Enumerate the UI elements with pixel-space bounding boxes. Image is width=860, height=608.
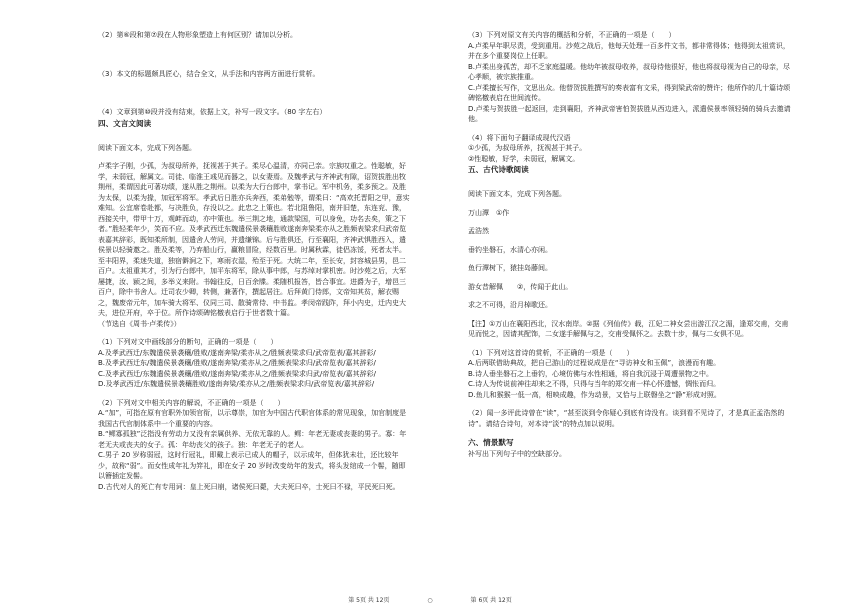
option-a: A.“加”，可指在原有官职外加领官衔，以示尊崇，加官为中国古代职官体系的常见现象，加官制度是我国古代官制体系中一个重要的内容。 (98, 409, 407, 428)
poem-question-1: （1）下列对这首诗的赏析，不正确的一项是（ ） (468, 348, 634, 357)
option-a: A.及孝武西迁/东魏遣侯景袭穰/胜败/遂南奔梁/柔亦从之/胜频表梁求归/武帝览表/嘉其辞彩/ (98, 348, 376, 357)
option-a: A.后两联借助典故，把自己游山的过程说成是在“寻访神女和玉佩”，浪漫而有趣。 (468, 359, 721, 368)
poem-line: 垂钓坐磐石，水清心亦闲。 (468, 245, 552, 254)
option-a: A.卢柔早年职尽责，受到重用。沙苑之战后，他每天处理一百多件文书，都非常得体；他得到太祖赏识，并在多个重要岗位上任职。 (468, 41, 790, 60)
option-d: D.鱼儿和猴猴一低一高，相映成趣，作为动景，又恰与上联磐坐之“静”形成对照。 (468, 390, 721, 399)
section-heading: 五、古代诗歌阅读 (468, 165, 529, 174)
translation-item-1: ①少孤，为叔母所养，抚视甚于其子。 (468, 144, 587, 152)
option-b: B.诗人垂坐磐石之上垂钓，心境仿佛与水性相通，将自我沉浸于周遭景物之中。 (468, 369, 714, 378)
option-b: B.“鳏寡孤独”泛指没有劳动力又没有亲属供养、无依无靠的人。鳏：年老无妻或丧妻的男子。寡：年老无夫或丧夫的女子。孤：年幼丧父的孩子。独：年老无子的老人。 (98, 430, 407, 449)
poet-name: 孟浩然 (468, 227, 489, 236)
section-heading: 四、文言文阅读 (98, 118, 152, 128)
reading-intro: 阅读下面文本，完成下列各题。 (98, 143, 196, 152)
option-d: D.古代对人的死亡有专用词：皇上死曰崩，诸侯死曰薨，大夫死曰卒，士死曰不禄，平民死曰死。 (98, 482, 400, 491)
option-c: C.卢柔擅长写作，文思出众。他替贺拔胜撰写的奏表富有文采，得到梁武帝的赞许；他所作的几十篇诗颂碑铭檄表启在世间流传。 (468, 83, 791, 102)
section-heading: 六、情景默写 (468, 438, 514, 448)
binding-hole-icon: ○ (427, 597, 433, 604)
reading-intro: 阅读下面文本，完成下列各题。 (468, 190, 566, 199)
right-page (468, 30, 794, 459)
passage-source: （节选自《周书·卢柔传》） (98, 319, 181, 328)
option-c: C.及孝武西迁/东魏遣侯景袭穰/胜败/遂南奔梁/柔亦从之/胜频表梁求归武/帝览表/嘉其辞彩/ (98, 369, 376, 378)
fill-instructions: 补写出下列句子中的空缺部分。 (468, 449, 566, 458)
question-4: （4）文章到第⑩段并没有结束，依据上文，补写一段文字。（80 字左右） (98, 108, 327, 116)
poem-title: 万山潭 ①作 (468, 208, 510, 217)
option-d: D.卢柔与贺拔胜一起返回，走到襄阳，齐神武帝害怕贺拔胜从西边进入，派遣侯景率领轻骑的骑兵去邀请他。 (468, 104, 791, 123)
option-b: B.及孝武西迁东/魏遣侯景袭穰/胜败/遂南奔梁/柔亦从之/胜频表梁求归/武帝览表/嘉其辞彩/ (98, 359, 376, 368)
translation-item-2: ②性聪敏，好学，未弱冠，解属文。 (468, 154, 580, 163)
option-b: B.卢柔出身孤苦，却不乏家庭温暖。他幼年被叔母收养，叔母待他很好，他也将叔母视为自己的母亲，尽心孝顺，被宗族推重。 (468, 62, 791, 81)
mc-question-2: （2）下列对文中相关内容的解说，不正确的一项是（ ） (98, 398, 285, 407)
poem-question-2: （2）闻一多评此诗曾在“读”，“甚至淡到令你疑心到底有诗没有。谈到看不见诗了，才是真正孟浩然的诗”。请结合诗句，对本诗“淡”的特点加以说明。 (468, 409, 785, 428)
poem-line: 鱼行潭树下，猿挂岛藤间。 (468, 264, 552, 273)
option-c: C.男子 20 岁称弱冠，这时行冠礼，即戴上表示已成人的帽子，以示成年，但体犹未壮，还比较年少，故称“弱”。而女性成年礼为笄礼，即在女子 20 岁时改变幼年的发式，将头发绾成一个髻，随即以簪插定发髻。 (98, 451, 406, 481)
page-number-left: 第 5页 共 12页 (348, 597, 390, 604)
page-number-right: 第 6页 共 12页 (470, 597, 512, 604)
poem-note: 【注】①万山在襄阳西北，汉水南岸。②据《列仙传》载，江妃二神女尝出游江汉之湄，逢郑交甫，交甫见而悦之，因请其配饰，二女遂手解佩与之，交甫受佩怀之。去数十步，佩与二女俱不见。 (468, 319, 789, 339)
question-2: （2）第⑥段和第⑦段在人物形象塑造上有何区别？请加以分析。 (98, 31, 298, 39)
poem (468, 208, 794, 311)
mc-question-1: （1）下列对文中画线部分的断句，正确的一项是（ ） (98, 338, 278, 347)
option-c: C.诗人为传说前神往却来之不得，只得与当年的郑交甫一样心怀遗憾，惆怅而归。 (468, 380, 721, 389)
option-d: D.及孝武西迁/东魏遣侯景袭穰胜败/遂南奔梁/柔亦从之/胜频表梁求归/武帝览表/嘉其辞彩/ (98, 380, 375, 389)
translation-question: （4）将下面句子翻译成现代汉语 (468, 133, 571, 142)
question-3: （3）本文的标题颇具匠心，结合全文，从手法和内容两方面进行赏析。 (98, 69, 320, 78)
poem-line: 求之不可得，沿月棹歌还。 (468, 301, 552, 310)
classical-passage: 卢柔字子刚，少孤，为叔母所养，抚视甚于其子。柔尽心温清，亦同己亲。宗族叹重之。性聪敏，好学，未弱冠，解属文。司徒、临淮王彧见而器之，以女妻焉。及魏孝武与齐神武有隙，诏贺拔胜出牧荆州，柔谓因此可著功绩，遂从胜之荆州。以柔为大行台郎中，掌书记。军中机务，柔多预之。及胜为太保，以柔为掾，加冠军将军。孝武后日胜亦兵奔西，柔弟勉等，谓柔曰：“高欢托晋阳之甲，意实难知。公宜席卷赴都，与决胜负，存没以之。此忠之上策也。若北阻鲁阳，南并旧楚，东连兖、豫，西接关中，带甲十万，观衅而动，亦中策也。举三荆之地，通款梁国，可以身免，功名去矣，策之下者。”胜轻柔年少，笑而不应。及孝武西迁东魏遣侯景袭穰胜败遂南奔梁柔亦从之胜频表梁求归武帝览表嘉其辞彩，既知柔所制，因遣舍人劳问，并遗缣锦。后与胜俱还，行至襄阳，齐神武惧胜西入，遣侯景以轻骑邀之。胜及柔等，乃弃船山行，赢粮冒险，经数百里。时属秋霖，徒侣冻馁，死者太半。至丰阳界，柔迷失道，独宿僻涧之下，寒雨衣湿，殆至于死。大统二年，至长安，封容城县男，邑二百户。太祖重其才，引为行台郎中，加平东将军，除从事中郎，与苏绰对掌机密。时沙苑之后，大军屡捷，汝、颍之间，多举义来附。书翰往反，日百余牒。柔随机报答，皆合事宜。进爵为子，增邑三百户，除中书舍人。迁司农少卿，转侧，兼著作，撰起居注。后拜黄门侍郎，文帝知其贫，解衣赐之，魏废帝元年，加车骑大将军、仪同三司、散骑常侍、中书监。孝闵帝践阼，拜小内史，迁内史大夫，进位开府，卒于位。所作诗颂碑铭檄表启行于世者数十篇。 (98, 162, 410, 318)
page-footer (0, 596, 860, 605)
left-page (98, 30, 410, 492)
mc-question-3: （3）下列对原文有关内容的概括和分析，不正确的一项是（ ） (468, 31, 676, 39)
poem-line: 游女昔解佩 ②，传闻于此山。 (468, 282, 573, 291)
